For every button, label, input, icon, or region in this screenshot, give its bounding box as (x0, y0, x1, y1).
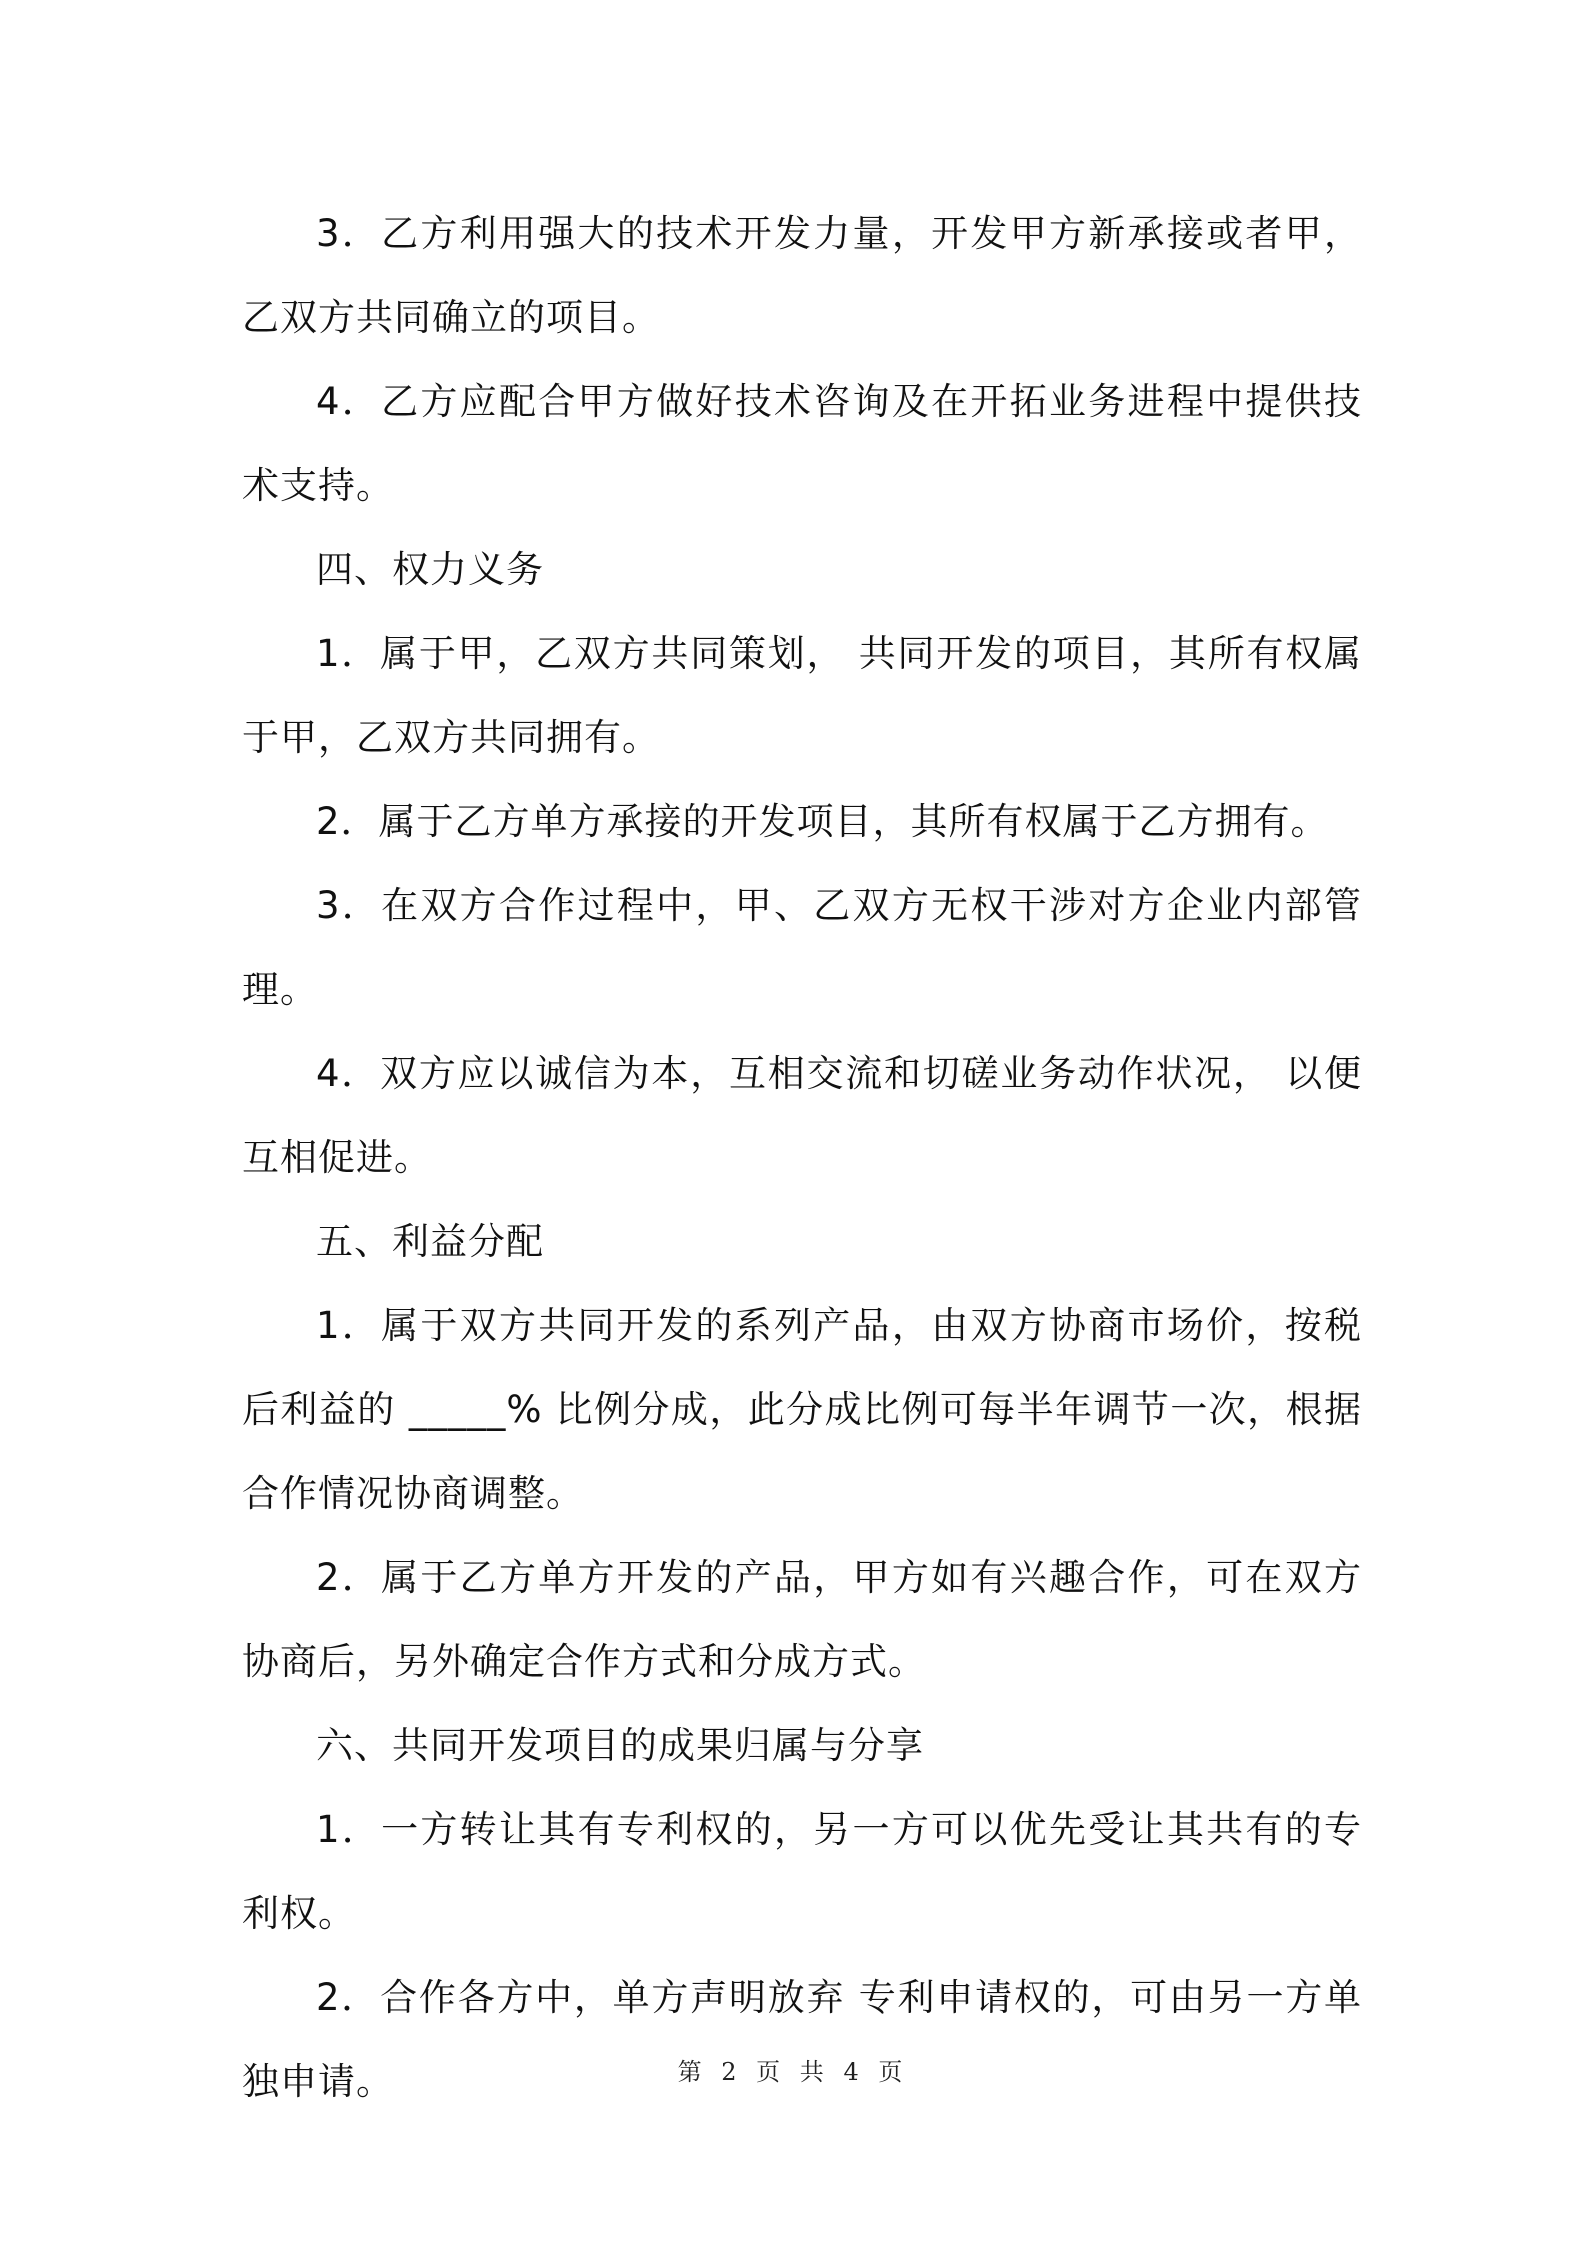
clause-rights-2: 2．属于乙方单方承接的开发项目，其所有权属于乙方拥有。 (316, 800, 1329, 843)
document-body (242, 192, 1362, 2124)
clause-profit-1: 1．属于双方共同开发的系列产品，由双方协商市场价，按税后利益的 _____% 比例分成，此分成比例可每半年调节一次，根据合作情况协商调整。 (242, 1304, 1362, 1515)
clause-rights-4: 4．双方应以诚信为本，互相交流和切磋业务动作状况， 以便互相促进。 (242, 1052, 1362, 1179)
clause-results-1: 1．一方转让其有专利权的，另一方可以优先受让其共有的专利权。 (242, 1808, 1362, 1935)
page-number-footer: 第 2 页 共 4 页 (677, 2058, 909, 2086)
clause-results-2: 2．合作各方中，单方声明放弃 专利申请权的，可由另一方单独申请。 (242, 1976, 1362, 2103)
clause-rights-1: 1．属于甲，乙双方共同策划， 共同开发的项目，其所有权属于甲，乙双方共同拥有。 (242, 632, 1362, 759)
clause-3-develop-projects: 3．乙方利用强大的技术开发力量，开发甲方新承接或者甲，乙双方共同确立的项目。 (242, 212, 1362, 339)
clause-4-technical-support: 4．乙方应配合甲方做好技术咨询及在开拓业务进程中提供技术支持。 (242, 380, 1362, 507)
clause-rights-3: 3．在双方合作过程中，甲、乙双方无权干涉对方企业内部管理。 (242, 884, 1362, 1011)
clause-profit-2: 2．属于乙方单方开发的产品，甲方如有兴趣合作，可在双方协商后，另外确定合作方式和分成方式。 (242, 1556, 1362, 1683)
section-heading-results-ownership: 六、共同开发项目的成果归属与分享 (316, 1724, 924, 1767)
section-heading-profit-distribution: 五、利益分配 (316, 1220, 544, 1263)
section-heading-rights-obligations: 四、权力义务 (316, 548, 544, 591)
